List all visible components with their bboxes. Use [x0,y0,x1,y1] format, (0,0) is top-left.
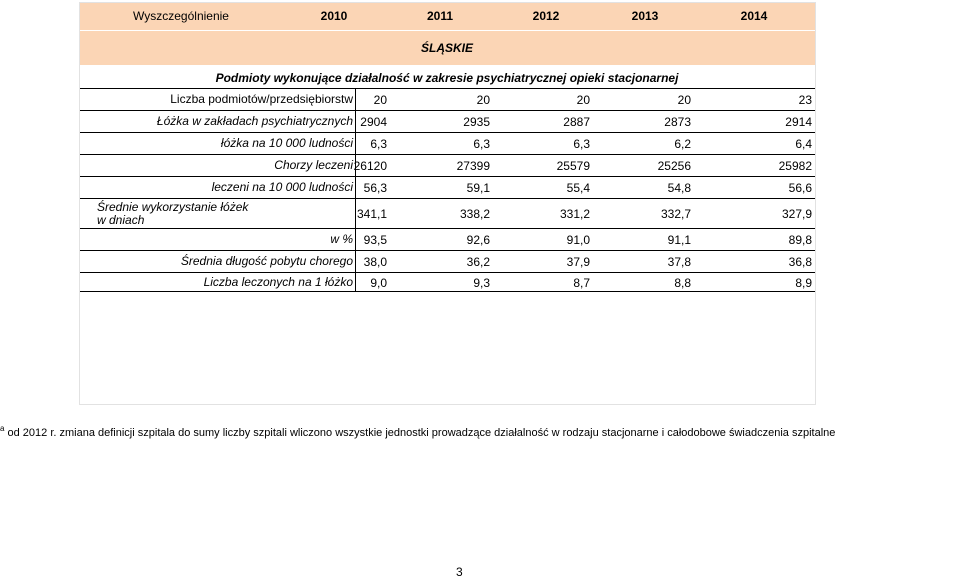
header-year: 2010 [320,9,348,23]
row-value: 20 [476,93,490,107]
row-label: w % [330,232,353,246]
row-label: Chorzy leczeni [274,158,353,172]
row-value: 9,3 [473,275,490,290]
row-value: 55,4 [566,181,590,195]
row-value: 56,6 [788,181,812,195]
row-value: 37,9 [566,255,590,269]
row-value: 37,8 [667,255,691,269]
header-label: Wyszczególnienie [133,9,229,23]
table-row [80,155,815,177]
footnote [0,424,835,439]
row-value: 92,6 [466,233,490,247]
row-value: 27399 [456,159,490,173]
row-label: łóżka na 10 000 ludności [220,136,353,150]
row-label: Liczba leczonych na 1 łóżko [203,274,353,289]
row-value: 36,8 [788,255,812,269]
row-value: 20 [677,93,691,107]
row-value: 25256 [657,159,691,173]
row-value: 8,7 [573,275,590,290]
row-value: 91,1 [667,233,691,247]
header-year: 2014 [740,9,768,23]
header-year: 2013 [631,9,659,23]
header-year: 2011 [426,9,454,23]
row-label: Średnie wykorzystanie łóżek w dniach [97,200,249,227]
row-value: 338,2 [459,207,490,221]
row-value: 38,0 [363,255,387,269]
row-value: 6,2 [674,137,691,151]
row-value: 2935 [463,115,490,129]
section-title: Podmioty wykonujące działalność w zakresie psychiatrycznej opieki stacjonarnej [215,71,679,85]
table-row [80,133,815,155]
row-value: 25982 [778,159,812,173]
row-value: 6,3 [473,137,490,151]
row-value: 20 [576,93,590,107]
row-value: 23 [798,93,812,107]
row-value: 9,0 [370,275,387,290]
row-value: 91,0 [566,233,590,247]
row-value: 331,2 [559,207,590,221]
footnote-text: od 2012 r. zmiana definicji szpitala do sumy liczby szpitali wliczono wszystkie jednostki prowadzące działalność w rodzaju stacjonarne i całodobowe świadczenia szpitalne [4,427,836,439]
table-row [80,251,815,273]
row-value: 20 [373,93,387,107]
row-value: 2887 [563,115,590,129]
row-value: 26120 [353,159,387,173]
table-row [80,273,815,292]
row-value: 6,3 [573,137,590,151]
row-value: 89,8 [788,233,812,247]
row-value: 6,3 [370,137,387,151]
row-value: 59,1 [466,181,490,195]
row-value: 332,7 [660,207,691,221]
row-value: 327,9 [781,207,812,221]
header-year: 2012 [532,9,560,23]
row-value: 2904 [360,115,387,129]
row-value: 2873 [664,115,691,129]
section-title-row [80,67,815,89]
row-value: 36,2 [466,255,490,269]
row-label: Łóżka w zakładach psychiatrycznych [156,114,353,128]
table-row [80,199,815,229]
row-value: 2914 [785,115,812,129]
page-number: 3 [456,565,463,579]
row-value: 8,8 [674,275,691,290]
row-label: Liczba podmiotów/przedsiębiorstw [170,92,353,106]
footnote-marker: a [0,424,5,433]
row-value: 341,1 [356,207,387,221]
table-row [80,111,815,133]
row-value: 6,4 [795,137,812,151]
row-value: 56,3 [363,181,387,195]
table-row [80,229,815,251]
table-header [80,3,815,30]
row-value: 54,8 [667,181,691,195]
table-row [80,89,815,111]
region-title: ŚLĄSKIE [420,41,474,55]
table-row [80,177,815,199]
row-label: leczeni na 10 000 ludności [211,180,353,194]
row-label: Średnia długość pobytu chorego [180,254,353,268]
row-value: 25579 [556,159,590,173]
region-band [80,31,815,65]
row-value: 8,9 [795,275,812,290]
row-value: 93,5 [363,233,387,247]
